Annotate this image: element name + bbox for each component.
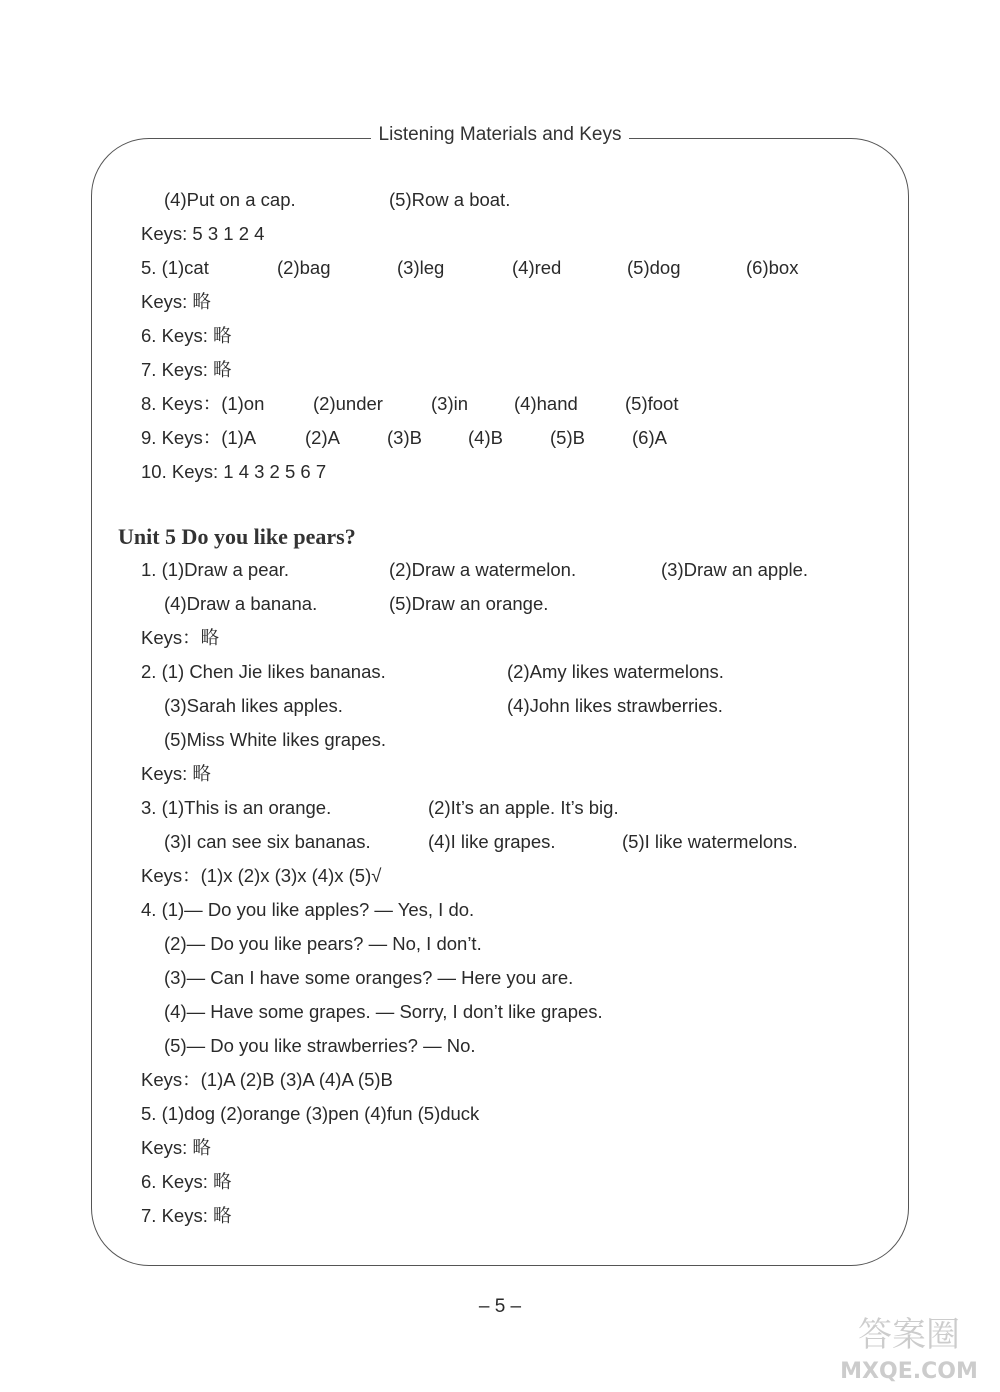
answer-line: 6. Keys: 略: [141, 1171, 232, 1192]
answer-line: 6. Keys: 略: [141, 325, 232, 346]
answer-line: 5. (1)dog (2)orange (3)pen (4)fun (5)duck: [141, 1103, 480, 1124]
answer-line: 10. Keys: 1 4 3 2 5 6 7: [141, 461, 327, 482]
answer-line: (4)— Have some grapes. — Sorry, I don’t like grapes.: [164, 1001, 603, 1022]
answer-line: (3)leg: [397, 257, 445, 278]
answer-line: (4)B: [468, 427, 503, 448]
answer-line: Keys: 略: [141, 1137, 211, 1158]
answer-line: 7. Keys: 略: [141, 359, 232, 380]
answer-line: (5)B: [550, 427, 585, 448]
answer-line: (5)foot: [625, 393, 679, 414]
answer-line: (2)under: [313, 393, 383, 414]
answer-line: (2)— Do you like pears? — No, I don’t.: [164, 933, 482, 954]
answer-line: Keys: 略: [141, 763, 211, 784]
answer-line: (4)Put on a cap.: [164, 189, 296, 210]
unit-title: Unit 5 Do you like pears?: [118, 524, 356, 549]
answer-line: (5)— Do you like strawberries? — No.: [164, 1035, 476, 1056]
answer-line: 8. Keys：(1)on: [141, 393, 265, 414]
answer-line: (6)box: [746, 257, 799, 278]
answer-line: (4)hand: [514, 393, 578, 414]
answer-line: (3)in: [431, 393, 469, 414]
answer-line: (4)John likes strawberries.: [507, 695, 723, 716]
answer-line: (4)red: [512, 257, 562, 278]
answer-line: (3)B: [387, 427, 422, 448]
page-header: [0, 124, 1000, 146]
answer-line: (2)A: [305, 427, 340, 448]
answer-line: 2. (1) Chen Jie likes bananas.: [141, 661, 386, 682]
answer-line: (3)I can see six bananas.: [164, 831, 371, 852]
answer-line: (6)A: [632, 427, 667, 448]
answer-line: 7. Keys: 略: [141, 1205, 232, 1226]
answer-line: 5. (1)cat: [141, 257, 209, 278]
answer-line: 9. Keys：(1)A: [141, 427, 257, 448]
answer-line: (5)Draw an orange.: [389, 593, 549, 614]
watermark-logo: [834, 1304, 984, 1384]
answer-line: Keys：(1)A (2)B (3)A (4)A (5)B: [141, 1069, 393, 1090]
answer-line: (5)Row a boat.: [389, 189, 511, 210]
answer-line: (2)bag: [277, 257, 331, 278]
answer-line: (4)Draw a banana.: [164, 593, 318, 614]
answer-line: Keys: 5 3 1 2 4: [141, 223, 265, 244]
page-number: – 5 –: [478, 1296, 522, 1317]
answer-line: (2)Amy likes watermelons.: [507, 661, 724, 682]
answer-line: (2)Draw a watermelon.: [389, 559, 577, 580]
answer-line: Keys：略: [141, 627, 220, 648]
answer-line: (5)dog: [627, 257, 681, 278]
watermark-text: 答案圈: [858, 1315, 960, 1355]
answer-line: (5)I like watermelons.: [622, 831, 798, 852]
header-title: Listening Materials and Keys: [371, 124, 630, 145]
answer-line: 3. (1)This is an orange.: [141, 797, 332, 818]
answer-line: (3)Sarah likes apples.: [164, 695, 343, 716]
answer-line: (4)I like grapes.: [428, 831, 556, 852]
answer-line: (3)Draw an apple.: [661, 559, 809, 580]
answer-line: Keys: 略: [141, 291, 211, 312]
answer-line: 4. (1)— Do you like apples? — Yes, I do.: [141, 899, 475, 920]
answer-line: 1. (1)Draw a pear.: [141, 559, 290, 580]
answer-line: (5)Miss White likes grapes.: [164, 729, 387, 750]
answer-line: (3)— Can I have some oranges? — Here you are.: [164, 967, 574, 988]
watermark-url: MXQE.COM: [840, 1359, 978, 1384]
answer-line: (2)It’s an apple. It’s big.: [428, 797, 619, 818]
answer-line: Keys：(1)x (2)x (3)x (4)x (5)√: [141, 865, 382, 886]
